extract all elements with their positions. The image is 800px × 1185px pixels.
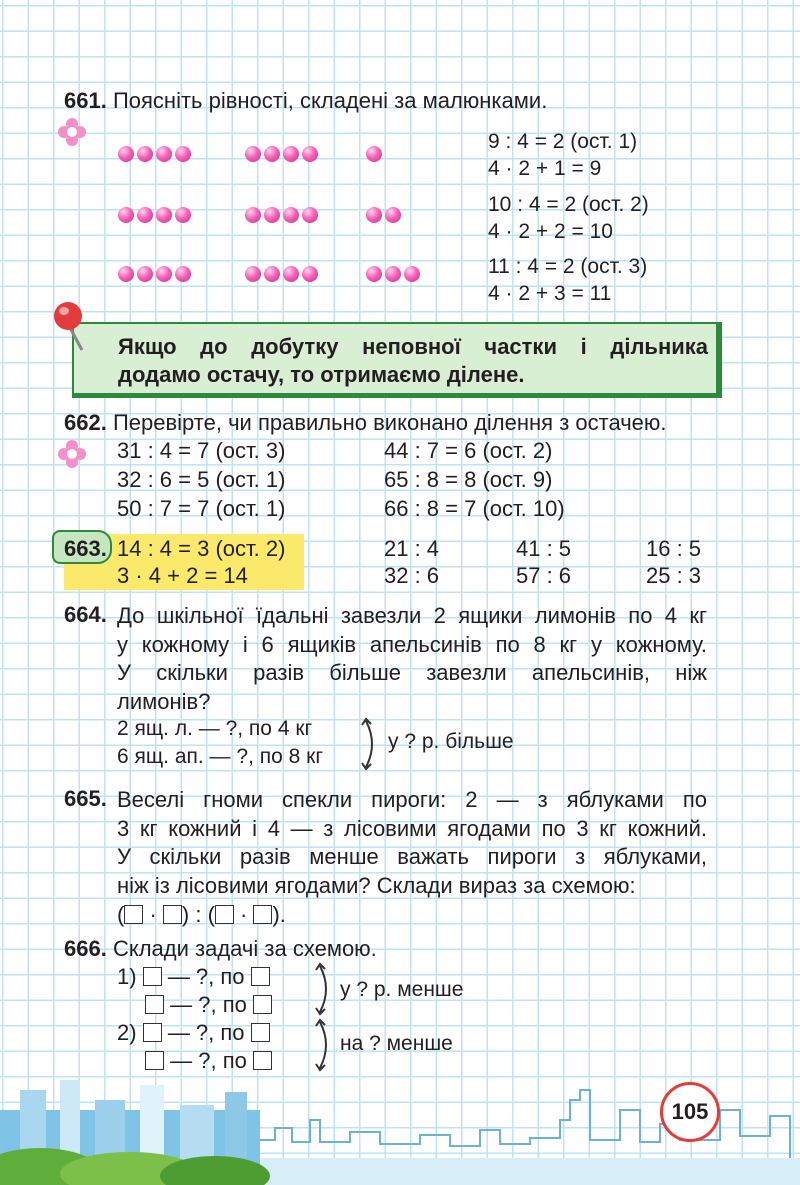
scheme-item: — ?, по: [170, 992, 247, 1017]
dots-row-2: [118, 207, 194, 225]
task-number: 665.: [64, 786, 107, 811]
ex-663-r2c3: 25 : 3: [646, 563, 702, 588]
dots-row-2c: [366, 207, 404, 225]
expr-part: ·: [240, 902, 248, 927]
scheme-item: — ?, по: [170, 1048, 247, 1073]
flower-icon: [58, 118, 86, 146]
eq-662-l3: 50 : 7 = 7 (ост. 1): [117, 496, 286, 521]
expr-part: ) : (: [181, 902, 215, 927]
text-line: ніж із лісовими ягодами? Склади вираз за схемою:: [117, 872, 636, 898]
dots-row-1b: [245, 146, 321, 164]
dot: [245, 146, 261, 162]
dot: [366, 146, 382, 162]
eq-662-r3: 66 : 8 = 7 (ост. 10): [384, 496, 565, 521]
example-2: 3 · 4 + 2 = 14: [117, 563, 248, 588]
scheme-666-2b: [145, 1048, 272, 1074]
dot: [175, 207, 191, 223]
curved-arrow-icon: [360, 717, 382, 771]
ex-663-r1c3: 16 : 5: [646, 536, 702, 561]
eq-661-3a: 11 : 4 = 2 (ост. 3): [488, 255, 648, 278]
answer-box[interactable]: [251, 1023, 270, 1042]
text-line: До шкільної їдальні завезли 2 ящики лимонів по 4 кг: [117, 603, 707, 628]
text-line: У скільки разів менше важать пироги з яблуками,: [117, 844, 707, 869]
dots-row-3: [118, 266, 194, 284]
expression-scheme: [117, 902, 286, 928]
eq-662-l2: 32 : 6 = 5 (ост. 1): [117, 467, 286, 492]
answer-box[interactable]: [124, 905, 143, 924]
answer-box[interactable]: [145, 1051, 164, 1070]
text-line: лимонів?: [117, 688, 211, 714]
scheme-664-q: у ? р. більше: [388, 730, 514, 753]
pushpin-icon: [50, 294, 96, 354]
dot: [118, 207, 134, 223]
dot: [156, 266, 172, 282]
ex-663-r1c2: 41 : 5: [516, 536, 572, 561]
task-662-header: [64, 410, 667, 436]
rule-line-2: додамо остачу, то отримаємо ділене.: [118, 362, 525, 387]
task-665-text: [117, 786, 707, 900]
dots-row-1c: [366, 146, 385, 164]
eq-661-2b: 4 · 2 + 2 = 10: [488, 220, 613, 243]
dot: [137, 266, 153, 282]
answer-box[interactable]: [215, 905, 234, 924]
text-line: у кожному і 6 ящиків апельсинів по 8 кг у кожному.: [117, 631, 707, 657]
scheme-666-q1: у ? р. менше: [340, 978, 464, 1001]
answer-box[interactable]: [253, 1051, 272, 1070]
dot: [385, 266, 401, 282]
task-text: Склади задачі за схемою.: [112, 936, 377, 961]
eq-662-r1: 44 : 7 = 6 (ост. 2): [384, 438, 553, 463]
dot: [302, 207, 318, 223]
answer-box[interactable]: [163, 905, 182, 924]
text-line: У скільки разів більше завезли апельсинів, ніж: [117, 660, 707, 685]
ex-663-r2c1: 32 : 6: [384, 563, 440, 588]
dot: [118, 146, 134, 162]
dot: [245, 266, 261, 282]
task-661-icon: [58, 118, 86, 146]
dot: [404, 266, 420, 282]
scheme-item: — ?, по: [167, 964, 245, 989]
dot: [175, 146, 191, 162]
expr-part: ·: [149, 902, 157, 927]
expr-part: ).: [272, 902, 286, 927]
answer-box[interactable]: [253, 995, 272, 1014]
dot: [137, 207, 153, 223]
scheme-label: 1): [117, 964, 137, 989]
task-662-icon: [58, 440, 86, 468]
scheme-label: 2): [117, 1020, 137, 1045]
task-666-header: [64, 936, 377, 962]
flower-icon: [58, 440, 86, 468]
eq-661-1b: 4 · 2 + 1 = 9: [488, 157, 602, 180]
dot: [156, 207, 172, 223]
dot: [366, 266, 382, 282]
scheme-666-2a: [117, 1020, 270, 1046]
answer-box[interactable]: [143, 967, 162, 986]
scheme-item: — ?, по: [167, 1020, 245, 1045]
dot: [302, 266, 318, 282]
text-line: Веселі гноми спекли пироги: 2 — з яблуками по: [117, 787, 707, 812]
text-line: 3 кг кожний і 4 — з лісовими ягодами по 3 кг кожний.: [117, 815, 707, 841]
scheme-666-1a: [117, 964, 270, 990]
answer-box[interactable]: [145, 995, 164, 1014]
curved-arrow-icon: [314, 1018, 336, 1072]
dot: [175, 266, 191, 282]
task-text: Поясніть рівності, складені за малюнками.: [112, 88, 548, 113]
expr-part: (: [117, 902, 125, 927]
task-number: 662.: [64, 410, 107, 435]
task-663-number: [64, 536, 107, 562]
ex-663-r2c2: 57 : 6: [516, 563, 572, 588]
dot: [137, 146, 153, 162]
dot: [385, 207, 401, 223]
dots-row-3b: [245, 266, 321, 284]
dots-row-3c: [366, 266, 423, 284]
eq-662-l1: 31 : 4 = 7 (ост. 3): [117, 438, 286, 463]
task-664-number: [64, 602, 107, 628]
dot: [118, 266, 134, 282]
task-number: 663.: [64, 536, 107, 561]
dot: [283, 146, 299, 162]
task-661-header: [64, 88, 547, 114]
task-number: 664.: [64, 602, 107, 627]
scheme-664-1: 2 ящ. л. — ?, по 4 кг: [117, 717, 313, 740]
scheme-666-1b: [145, 992, 272, 1018]
dot: [283, 266, 299, 282]
page-number-badge: 105: [660, 1082, 720, 1142]
task-664-text: [117, 602, 707, 716]
dots-row-2b: [245, 207, 321, 225]
eq-661-3b: 4 · 2 + 3 = 11: [488, 282, 612, 305]
dot: [156, 146, 172, 162]
ex-663-r1c1: 21 : 4: [384, 536, 440, 561]
dot: [302, 146, 318, 162]
example-1: 14 : 4 = 3 (ост. 2): [117, 536, 286, 561]
dot: [245, 207, 261, 223]
dot: [264, 146, 280, 162]
scheme-664-2: 6 ящ. ап. — ?, по 8 кг: [117, 745, 323, 768]
task-665-number: [64, 786, 107, 812]
answer-box[interactable]: [253, 905, 272, 924]
answer-box[interactable]: [251, 967, 270, 986]
rule-text: [118, 333, 708, 389]
task-number: 666.: [64, 936, 107, 961]
dot: [366, 207, 382, 223]
curved-arrow-icon: [314, 962, 336, 1016]
eq-661-1a: 9 : 4 = 2 (ост. 1): [488, 130, 638, 153]
rule-line-1: Якщо до добутку неповної частки і дільника: [118, 334, 708, 359]
scheme-666-q2: на ? менше: [340, 1032, 453, 1055]
answer-box[interactable]: [143, 1023, 162, 1042]
eq-662-r2: 65 : 8 = 8 (ост. 9): [384, 467, 553, 492]
dot: [264, 266, 280, 282]
dots-row-1: [118, 146, 194, 164]
task-text: Перевірте, чи правильно виконано ділення з остачею.: [112, 410, 667, 435]
task-number: 661.: [64, 88, 107, 113]
eq-661-2a: 10 : 4 = 2 (ост. 2): [488, 193, 649, 216]
dot: [264, 207, 280, 223]
dot: [283, 207, 299, 223]
